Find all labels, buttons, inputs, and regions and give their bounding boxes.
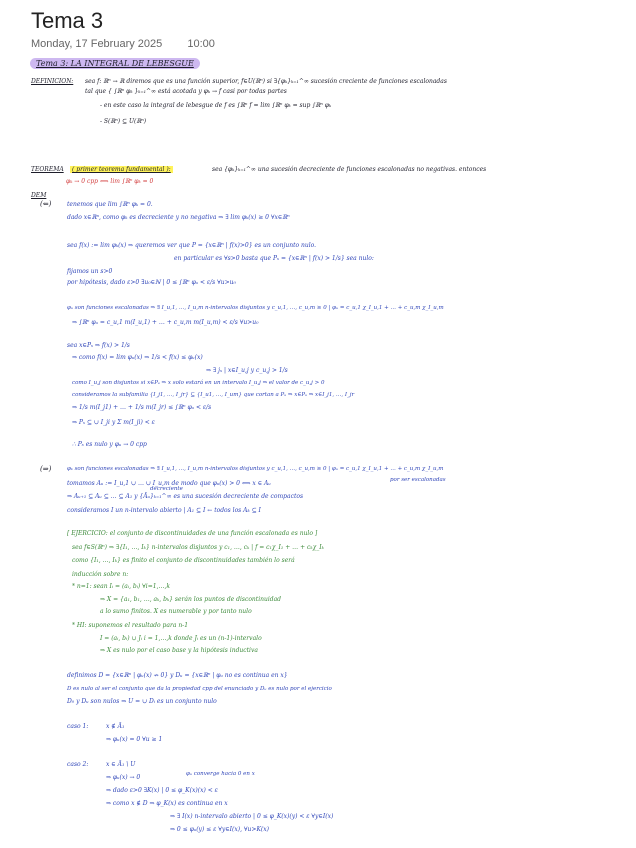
proof-line: fijamos un s>0 xyxy=(67,268,113,275)
page-date: Monday, 17 February 2025 xyxy=(31,38,163,50)
proof-annotation: por ser escalonadas xyxy=(390,477,446,483)
section-header xyxy=(30,60,200,68)
proof-label: DEM xyxy=(31,192,47,199)
proof-line: ⇒ ∃ jₓ | x∈I_u,j y c_u,j > 1/s xyxy=(206,367,288,374)
theorem-title xyxy=(70,167,173,173)
definition-line: sea f: ℝⁿ → ℝ diremos que es una función superior, f∈U(ℝⁿ) si ∃{φₖ}ₖ₌₁^∞ sucesión creciente de funciones escalonadas xyxy=(85,78,447,85)
exercise-line: ⇒ X = {a₁, b₁, …, aₖ, bₖ} serán los puntos de discontinuidad xyxy=(100,596,282,603)
case-line: x ∈ Ā₁ \ U xyxy=(106,761,136,768)
proof-line: φₖ son funciones escalonadas ⇒ ∃ I_u,1, …, I_u,m n-intervalos disjuntos y c_u,1, …, c_u,m ≥ 0 | φᵤ = c_u,1 χ_I_u,1 + … + c_u,m χ_I_u,m xyxy=(67,466,444,472)
proof-line: D₀ y Dᵤ son nulos ⇒ U = ∪ Dᵢ es un conjunto nulo xyxy=(67,698,217,705)
proof-line: ⇒ Aᵤ₊₁ ⊆ Aᵤ ⊆ … ⊆ A₁ y {Āᵤ}ₖ₌₁^∞ es una sucesión decreciente de compactos xyxy=(67,493,304,500)
proof-line: en particular es ∀s>0 basta que Pₛ = {x∈ℝⁿ | f(x) > 1/s} sea nulo: xyxy=(174,255,374,262)
proof-line: ⇒ 1/s m(I_j1) + … + 1/s m(I_jr) ≤ ∫ℝⁿ φᵤ < ε/s xyxy=(72,404,212,411)
exercise-line: ⇒ X es nulo por el caso base y la hipótesis inductiva xyxy=(100,647,258,654)
proof-annotation: decreciente xyxy=(150,486,183,492)
proof-line: definimos D = {x∈ℝⁿ | φᵤ(x) ↛ 0} y Dᵤ = {x∈ℝⁿ | φᵤ no es continua en x} xyxy=(67,672,288,679)
definition-line: - S(ℝⁿ) ⊆ U(ℝⁿ) xyxy=(100,118,147,125)
theorem-label: TEOREMA xyxy=(31,166,64,173)
proof-line: φᵤ son funciones escalonadas ⇒ ∃ I_u,1, …, I_u,m n-intervalos disjuntos y c_u,1, …, c_u,m ≥ 0 | φᵤ = c_u,1 χ_I_u,1 + … + c_u,m χ_I_u,m xyxy=(67,305,444,311)
proof-line: ∴ Pₛ es nulo y φᵤ → 0 cpp xyxy=(72,441,147,448)
proof-line: como I_u,j son disjuntos si x∈Pₛ ⇒ x solo estará en un intervalo I_u,j ⇒ el valor de c_u,j > 0 xyxy=(72,380,325,386)
proof-line: por hipótesis, dado ε>0 ∃u₀∈ℕ | 0 ≤ ∫ℝⁿ φᵤ < ε/s ∀u>u₀ xyxy=(67,279,236,286)
case-line: ⇒ ∃ I(x) n-intervalo abierto | 0 ≤ φ_K(x)(y) < ε ∀y∈I(x) xyxy=(170,813,334,820)
exercise-line: * HI: suponemos el resultado para n-1 xyxy=(72,622,189,629)
case-label: caso 1: xyxy=(67,723,89,730)
exercise-line: inducción sobre n: xyxy=(72,571,129,578)
exercise-line: sea f∈S(ℝⁿ) ⇒ ∃{I₁, …, Iₖ} n-intervalos disjuntos y c₁, …, cₖ | f = c₁χ_I₁ + … + cₖχ_Iₖ xyxy=(72,544,324,551)
case-line: ⇒ como x ∉ D ⇒ φ_K(x) es continua en x xyxy=(106,800,228,807)
page-title: Tema 3 xyxy=(31,8,104,33)
proof-line: tomamos Aᵤ := I_u,1 ∪ … ∪ I_u,m de modo que φᵤ(x) > 0 ⟺ x ∈ Aᵤ xyxy=(67,480,271,487)
case-line: ⇒ dado ε>0 ∃K(x) | 0 ≤ φ_K(x)(x) < ε xyxy=(106,787,218,794)
exercise-line: a lo sumo finitos. X es numerable y por tanto nulo xyxy=(100,608,252,615)
section-header-label: Tema 3: LA INTEGRAL DE LEBESGUE xyxy=(30,58,200,69)
proof-line: consideramos I un n-intervalo abierto | A₁ ⊆ I ← todos los Aₖ ⊆ I xyxy=(67,507,261,514)
case-line: ⇒ φᵤ(x) = 0 ∀u ≥ 1 xyxy=(106,736,163,743)
proof-line: sea x∈Pₛ ⇒ f(x) > 1/s xyxy=(67,342,130,349)
proof-direction-right: (⇒) xyxy=(40,465,52,473)
exercise-line: I = (aᵢ, bᵢ) ∪ Jᵢ i = 1,…,k donde Jᵢ es un (n-1)-intervalo xyxy=(100,635,262,642)
exercise-line: como {I₁, …, Iₖ} es finito el conjunto de discontinuidades también lo será xyxy=(72,557,295,564)
theorem-equivalence: φₖ → 0 cpp ⟺ lim ∫ℝⁿ φₖ = 0 xyxy=(66,178,154,185)
case-line: ⇒ φᵤ(x) → 0 xyxy=(106,774,141,781)
definition-line: - en este caso la integral de lebesgue de f es ∫ℝⁿ f = lim ∫ℝⁿ φₖ = sup ∫ℝⁿ φₖ xyxy=(100,102,332,109)
proof-line: ⇒ ∫ℝⁿ φᵤ = c_u,1 m(I_u,1) + … + c_u,m m(I_u,m) < ε/s ∀u>u₀ xyxy=(72,319,259,326)
exercise-line: [ EJERCICIO: el conjunto de discontinuidades de una función escalonada es nulo ] xyxy=(67,530,318,537)
proof-line: tenemos que lim ∫ℝⁿ φₖ = 0. xyxy=(67,201,153,208)
exercise-line: * n=1: sean Iᵢ = (aᵢ, bᵢ) ∀i=1,…,k xyxy=(72,583,171,590)
proof-line: dado x∈ℝⁿ, como φₖ es decreciente y no negativa ⇒ ∃ lim φₖ(x) ≥ 0 ∀x∈ℝⁿ xyxy=(67,214,290,221)
definition-line: tal que { ∫ℝⁿ φₖ }ₖ₌₁^∞ está acotada y φₖ → f casi por todas partes xyxy=(85,88,287,95)
case-label: caso 2: xyxy=(67,761,89,768)
proof-line: consideramos la subfamilia {I_j1, …, I_jr} ⊆ {I_u1, …, I_um} que cortan a Pₛ ⇒ x∈Pₛ ⇒ x∈I_j1, …, I_jr xyxy=(72,392,355,398)
proof-line: sea f(x) := lim φₖ(x) ⇒ queremos ver que P = {x∈ℝⁿ | f(x)>0} es un conjunto nulo. xyxy=(67,242,317,249)
case-annotation: φᵤ converge hacia 0 en x xyxy=(186,771,255,777)
case-line: ⇒ 0 ≤ φᵤ(y) ≤ ε ∀y∈I(x), ∀u>K(x) xyxy=(170,826,269,833)
proof-line: ⇒ Pₛ ⊆ ∪ I_ji y Σ m(I_ji) < ε xyxy=(72,419,155,426)
definition-label: DEFINICION: xyxy=(31,78,74,85)
theorem-statement: sea {φₖ}ₖ₌₁^∞ una sucesión decreciente de funciones escalonadas no negativas. entonces xyxy=(212,166,487,173)
case-line: x ∉ Ā₁ xyxy=(106,723,125,730)
proof-direction-left: (⇐) xyxy=(40,200,52,208)
theorem-title-text: ( primer teorema fundamental ): xyxy=(72,166,171,173)
proof-line: D es nulo al ser el conjunto que da la propiedad cpp del enunciado y Dᵤ es nulo por el ejercicio xyxy=(67,686,332,692)
page-time: 10:00 xyxy=(187,38,215,50)
proof-line: ⇒ como f(x) = lim φᵤ(x) ⇒ 1/s < f(x) ≤ φᵤ(x) xyxy=(72,354,203,361)
